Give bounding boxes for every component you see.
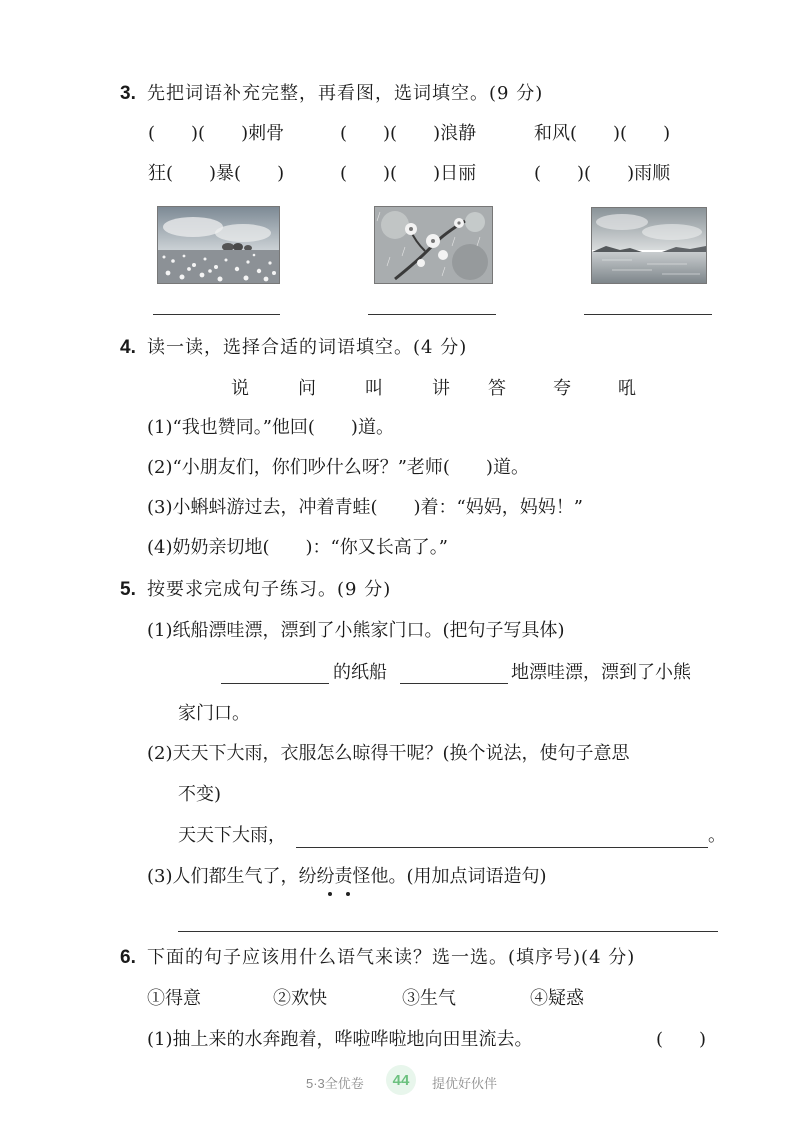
q5-item-2-line1: (2)天天下大雨，衣服怎么晾得干呢？(换个说法，使句子意思 bbox=[147, 743, 630, 764]
q5-item1-text-c: 家门口。 bbox=[178, 703, 250, 724]
q6-option-2: ②欢快 bbox=[273, 988, 327, 1009]
q4-word-shuo: 说 bbox=[231, 378, 249, 399]
q5-item-3: (3)人们都生气了，纷纷责怪他。(用加点词语造句) bbox=[147, 866, 547, 887]
q4-title: 读一读，选择合适的词语填空。(4 分) bbox=[147, 337, 468, 358]
q5-item1-text-a: 的纸船 bbox=[333, 662, 387, 683]
q6-title: 下面的句子应该用什么语气来读？选一选。(填序号)(4 分) bbox=[147, 947, 636, 968]
q3-word-3: 和风( )( ) bbox=[534, 123, 671, 144]
q3-answer-line-3[interactable] bbox=[584, 314, 712, 315]
q4-item-1: (1)“我也赞同。”他回( )道。 bbox=[147, 417, 394, 438]
q5-item2-prefix: 天天下大雨， bbox=[178, 825, 286, 846]
q5-item1-blank-b[interactable] bbox=[400, 683, 508, 684]
calm-lake-photo bbox=[591, 207, 707, 284]
footer-brand: 5·3全优卷 bbox=[306, 1076, 364, 1091]
q5-title: 按要求完成句子练习。(9 分) bbox=[147, 579, 392, 600]
q4-word-kua: 夸 bbox=[553, 378, 571, 399]
q6-option-3: ③生气 bbox=[402, 988, 456, 1009]
cotton-field-photo bbox=[157, 206, 280, 284]
page-number: 44 bbox=[386, 1065, 416, 1095]
q4-word-hou: 吼 bbox=[618, 378, 636, 399]
flower-branch-photo bbox=[374, 206, 493, 284]
q6-option-1: ①得意 bbox=[147, 988, 201, 1009]
q4-item-3: (3)小蝌蚪游过去，冲着青蛙( )着：“妈妈，妈妈！” bbox=[147, 497, 583, 518]
q6-item1-answer[interactable]: ( ) bbox=[656, 1029, 707, 1050]
q3-word-2: ( )( )浪静 bbox=[340, 123, 477, 144]
q3-title: 先把词语补充完整，再看图，选词填空。(9 分) bbox=[147, 83, 544, 104]
q3-word-1: ( )( )刺骨 bbox=[148, 123, 285, 144]
q4-word-jiao: 叫 bbox=[365, 378, 383, 399]
emphasis-dot bbox=[346, 892, 350, 896]
q5-item2-blank[interactable] bbox=[296, 847, 708, 848]
q6-number: 6. bbox=[120, 947, 136, 968]
q5-item2-suffix: 。 bbox=[708, 825, 726, 846]
q6-item-1: (1)抽上来的水奔跑着，哗啦哗啦地向田里流去。 bbox=[147, 1029, 533, 1050]
q4-word-wen: 问 bbox=[298, 378, 316, 399]
emphasis-dot bbox=[328, 892, 332, 896]
footer-slogan: 提优好伙伴 bbox=[432, 1076, 498, 1091]
q3-number: 3. bbox=[120, 83, 136, 104]
q3-answer-line-1[interactable] bbox=[153, 314, 280, 315]
q4-item-2: (2)“小朋友们，你们吵什么呀？”老师( )道。 bbox=[147, 457, 529, 478]
q5-item3-blank[interactable] bbox=[178, 931, 718, 932]
q3-word-5: ( )( )日丽 bbox=[340, 163, 477, 184]
q3-word-4: 狂( )暴( ) bbox=[148, 163, 285, 184]
q4-number: 4. bbox=[120, 337, 136, 358]
q4-item-4: (4)奶奶亲切地( )：“你又长高了。” bbox=[147, 537, 448, 558]
q5-item1-blank-a[interactable] bbox=[221, 683, 329, 684]
q4-word-da: 答 bbox=[488, 378, 506, 399]
q5-item-2-line2: 不变) bbox=[178, 784, 222, 805]
q6-option-4: ④疑惑 bbox=[530, 988, 584, 1009]
q5-number: 5. bbox=[120, 579, 136, 600]
q5-item1-text-b: 地漂哇漂，漂到了小熊 bbox=[511, 662, 691, 683]
q4-word-jiang: 讲 bbox=[432, 378, 450, 399]
q3-word-6: ( )( )雨顺 bbox=[534, 163, 671, 184]
q3-answer-line-2[interactable] bbox=[368, 314, 496, 315]
q5-item-1: (1)纸船漂哇漂，漂到了小熊家门口。(把句子写具体) bbox=[147, 620, 565, 641]
